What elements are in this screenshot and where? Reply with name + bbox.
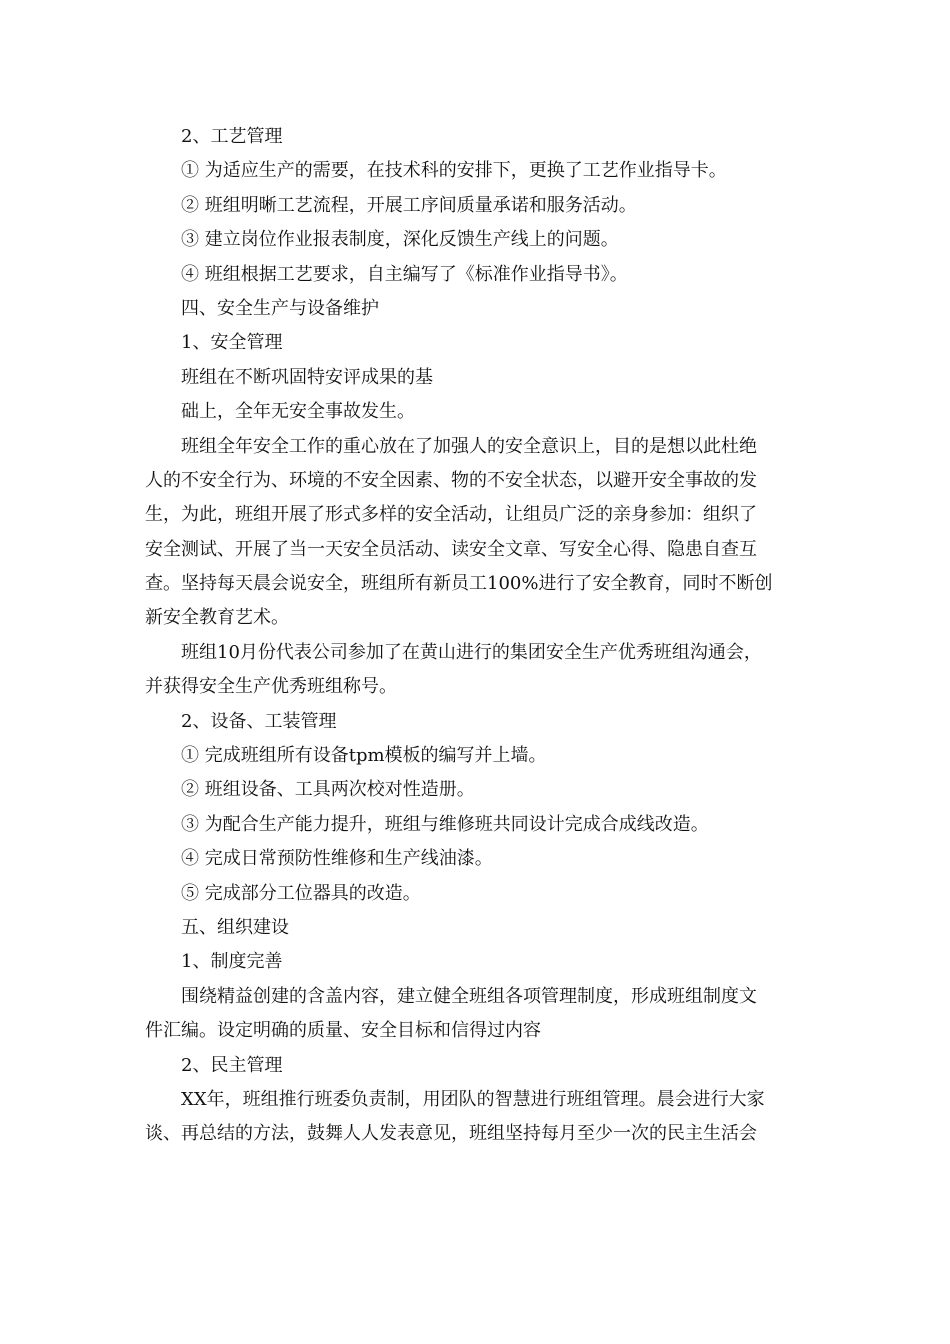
- text-line: 安全测试、开展了当一天安全员活动、读安全文章、写安全心得、隐患自查互: [145, 538, 757, 560]
- text-line: ② 班组设备、工具两次校对性造册。: [181, 779, 475, 801]
- text-line: 新安全教育艺术。: [145, 607, 289, 629]
- text-line: 件汇编。设定明确的质量、安全目标和信得过内容: [145, 1020, 541, 1042]
- text-line: 班组全年安全工作的重心放在了加强人的安全意识上，目的是想以此杜绝: [181, 435, 757, 457]
- text-line: ④ 班组根据工艺要求，自主编写了《标准作业指导书》。: [181, 263, 628, 285]
- text-line: 1、制度完善: [181, 951, 283, 973]
- text-line: 人的不安全行为、环境的不安全因素、物的不安全状态，以避开安全事故的发: [145, 469, 757, 491]
- text-line: ③ 为配合生产能力提升，班组与维修班共同设计完成合成线改造。: [181, 813, 709, 835]
- document-body: [145, 120, 805, 1152]
- text-line: 班组在不断巩固特安评成果的基: [181, 366, 433, 388]
- text-line: ① 为适应生产的需要，在技术科的安排下，更换了工艺作业指导卡。: [181, 160, 727, 182]
- text-line: 围绕精益创建的含盖内容，建立健全班组各项管理制度，形成班组制度文: [181, 985, 757, 1007]
- text-line: ① 完成班组所有设备tpm模板的编写并上墙。: [181, 745, 547, 767]
- text-line: ③ 建立岗位作业报表制度，深化反馈生产线上的问题。: [181, 229, 619, 251]
- text-line: 五、组织建设: [181, 916, 289, 938]
- text-line: XX年，班组推行班委负责制，用团队的智慧进行班组管理。晨会进行大家: [181, 1088, 765, 1110]
- text-line: ④ 完成日常预防性维修和生产线油漆。: [181, 848, 493, 870]
- text-line: 1、安全管理: [181, 332, 283, 354]
- text-line: 班组10月份代表公司参加了在黄山进行的集团安全生产优秀班组沟通会，: [181, 641, 762, 663]
- text-line: 2、民主管理: [181, 1054, 283, 1076]
- text-line: 2、工艺管理: [181, 126, 283, 147]
- text-line: 查。坚持每天晨会说安全，班组所有新员工100%进行了安全教育，同时不断创: [145, 573, 773, 595]
- text-line: 生，为此，班组开展了形式多样的安全活动，让组员广泛的亲身参加：组织了: [145, 504, 757, 526]
- text-line: 础上，全年无安全事故发生。: [181, 401, 415, 423]
- text-line: 谈、再总结的方法，鼓舞人人发表意见，班组坚持每月至少一次的民主生活会: [145, 1123, 757, 1145]
- text-line: 并获得安全生产优秀班组称号。: [145, 676, 397, 698]
- text-line: ⑤ 完成部分工位器具的改造。: [181, 882, 421, 904]
- text-line: 2、设备、工装管理: [181, 710, 337, 732]
- text-line: ② 班组明晰工艺流程，开展工序间质量承诺和服务活动。: [181, 194, 637, 216]
- text-line: 四、安全生产与设备维护: [181, 297, 379, 319]
